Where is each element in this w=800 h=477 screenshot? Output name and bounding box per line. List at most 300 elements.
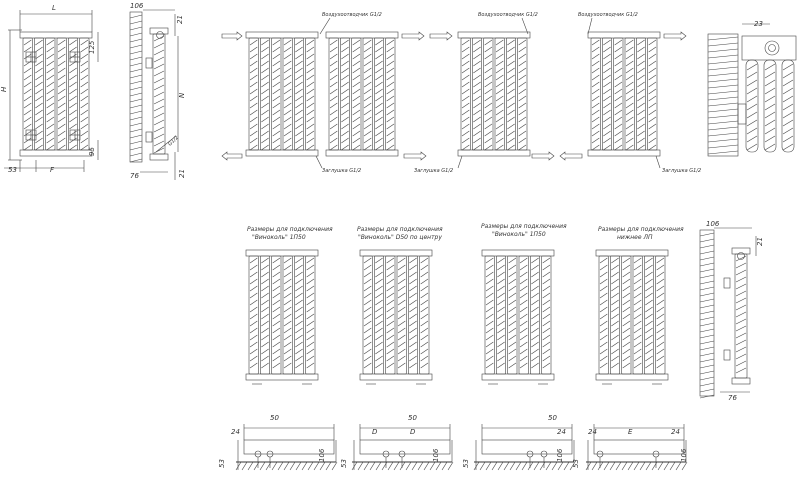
floor-hatch <box>424 462 429 470</box>
tube-twist <box>615 75 622 80</box>
tube-twist <box>649 103 656 108</box>
tube-twist <box>496 75 503 80</box>
tube-twist <box>507 124 514 129</box>
floor-hatch <box>598 462 603 470</box>
tube-twist <box>295 300 302 305</box>
tube-twist <box>250 314 257 319</box>
tube-twist <box>341 68 348 73</box>
detail-wall <box>708 34 738 156</box>
tube-twist <box>261 54 268 59</box>
tube-twist <box>409 342 416 347</box>
tube-twist <box>364 138 371 143</box>
tube-twist <box>47 131 54 136</box>
tube-twist <box>307 110 314 115</box>
tube-twist <box>81 82 88 87</box>
tube-twist <box>47 75 54 80</box>
detail-twist <box>783 104 793 110</box>
tube-twist <box>485 110 492 115</box>
tube-twist <box>486 272 493 277</box>
tube-twist <box>273 103 280 108</box>
hatch-line <box>708 49 738 52</box>
tube-twist <box>284 300 291 305</box>
tube-twist <box>398 363 405 368</box>
tube-twist <box>626 75 633 80</box>
tube-twist <box>736 361 746 366</box>
tube-twist <box>497 335 504 340</box>
hatch-line <box>700 353 714 356</box>
tube-twist <box>657 363 664 368</box>
tube-twist <box>485 75 492 80</box>
tube-twist <box>519 110 526 115</box>
tube-twist <box>592 75 599 80</box>
tube-twist <box>341 89 348 94</box>
tube-twist <box>261 314 268 319</box>
tube-twist <box>341 110 348 115</box>
tube-twist <box>387 335 394 340</box>
tube-twist <box>421 279 428 284</box>
tube-twist <box>58 68 65 73</box>
tube-twist <box>592 117 599 122</box>
tube-twist <box>398 279 405 284</box>
tube-twist <box>307 314 314 319</box>
floor-hatch <box>290 462 295 470</box>
floor-hatch <box>308 462 313 470</box>
tube-twist <box>284 117 291 122</box>
floor-hatch <box>358 462 363 470</box>
tube-twist <box>375 131 382 136</box>
tube-twist <box>261 279 268 284</box>
tube-twist <box>615 117 622 122</box>
hatch-line <box>700 335 714 338</box>
tube-twist <box>497 286 504 291</box>
tube-twist <box>330 61 337 66</box>
tube-twist <box>473 68 480 73</box>
tube-twist <box>637 117 644 122</box>
dim-23-label: 23 <box>754 20 763 28</box>
tube <box>591 38 600 150</box>
tube-twist <box>496 68 503 73</box>
hatch-line <box>130 45 142 48</box>
tube-twist <box>353 117 360 122</box>
tube-twist <box>611 335 618 340</box>
tube-twist <box>364 321 371 326</box>
d3-dim-24: 24 <box>557 428 566 436</box>
tube-twist <box>375 356 382 361</box>
tube-twist <box>375 61 382 66</box>
hatch-line <box>130 99 142 102</box>
tube-twist <box>387 279 394 284</box>
tube-twist <box>69 89 76 94</box>
floor-hatch <box>480 462 485 470</box>
tube-twist <box>250 75 257 80</box>
tube-twist <box>409 349 416 354</box>
tube-twist <box>531 307 538 312</box>
tube-twist <box>398 342 405 347</box>
tube-twist <box>496 54 503 59</box>
tube-twist <box>543 314 550 319</box>
tube-twist <box>250 272 257 277</box>
tube-twist <box>250 356 257 361</box>
tube-twist <box>623 335 630 340</box>
tube-twist <box>473 145 480 150</box>
floor-hatch <box>326 462 331 470</box>
floor-hatch <box>430 462 435 470</box>
tube-twist <box>615 103 622 108</box>
tube-twist <box>634 307 641 312</box>
tube-twist <box>421 272 428 277</box>
hatch-line <box>130 105 142 108</box>
tube-twist <box>485 131 492 136</box>
hatch-line <box>708 127 738 130</box>
tube-twist <box>611 293 618 298</box>
dim-21-label-2: 21 <box>756 237 764 246</box>
tube <box>644 256 653 374</box>
hatch-line <box>700 329 714 332</box>
tube-twist <box>81 89 88 94</box>
tube-twist <box>485 68 492 73</box>
detail-twist <box>783 80 793 86</box>
tube-twist <box>307 47 314 52</box>
tube-twist <box>154 120 164 125</box>
tube-twist <box>284 47 291 52</box>
detail-twist <box>747 120 757 126</box>
tube-twist <box>519 145 526 150</box>
tube <box>249 38 258 150</box>
tube-twist <box>603 124 610 129</box>
tube-twist <box>261 103 268 108</box>
hatch-line <box>708 67 738 70</box>
tube-twist <box>307 328 314 333</box>
tube-twist <box>645 314 652 319</box>
dim-125-label: 125 <box>88 40 96 54</box>
hatch-line <box>700 341 714 344</box>
tube-twist <box>519 68 526 73</box>
tube <box>329 38 338 150</box>
tube-twist <box>462 124 469 129</box>
tube-twist <box>600 293 607 298</box>
tube-twist <box>284 131 291 136</box>
tube-twist <box>353 54 360 59</box>
tube-twist <box>736 284 746 289</box>
floor-hatch <box>436 462 441 470</box>
hatch-line <box>708 121 738 124</box>
dim-95-label: 95 <box>88 147 96 156</box>
tube-twist <box>273 75 280 80</box>
tube-twist <box>543 265 550 270</box>
tube-twist <box>645 335 652 340</box>
tube-twist <box>284 82 291 87</box>
tube-twist <box>47 82 54 87</box>
hatch-line <box>700 293 714 296</box>
tube-twist <box>273 47 280 52</box>
floor-hatch <box>610 462 615 470</box>
tube-twist <box>273 286 280 291</box>
tube-twist <box>657 258 664 263</box>
tube-twist <box>657 272 664 277</box>
tube-twist <box>364 335 371 340</box>
dim-h-label: H <box>0 86 8 92</box>
tube-twist <box>261 110 268 115</box>
tube-twist <box>364 54 371 59</box>
tube-twist <box>387 328 394 333</box>
tube-twist <box>657 307 664 312</box>
hatch-line <box>130 39 142 42</box>
hatch-line <box>708 85 738 88</box>
tube-twist <box>421 293 428 298</box>
tube-twist <box>58 89 65 94</box>
tube-twist <box>543 356 550 361</box>
tube-twist <box>736 333 746 338</box>
tube-twist <box>375 307 382 312</box>
tube-twist <box>387 272 394 277</box>
tube-twist <box>47 47 54 52</box>
conn-title-2-line1: Размеры для подключения <box>357 226 443 233</box>
detail-twist <box>765 112 775 118</box>
tube-twist <box>473 117 480 122</box>
tube-twist <box>409 272 416 277</box>
tube <box>614 38 623 150</box>
tube-twist <box>387 82 394 87</box>
detail-tube-2 <box>764 60 776 152</box>
tube-twist <box>284 335 291 340</box>
tube-twist <box>273 117 280 122</box>
tube-twist <box>603 82 610 87</box>
tube-twist <box>58 40 65 45</box>
tube-twist <box>330 40 337 45</box>
tube-twist <box>295 138 302 143</box>
tube-twist <box>387 89 394 94</box>
tube-twist <box>69 124 76 129</box>
tube-twist <box>69 110 76 115</box>
conn-title-4-line1: Размеры для подключения <box>598 226 684 233</box>
bottom-collector <box>150 154 168 160</box>
tube-twist <box>649 145 656 150</box>
tube-twist <box>387 356 394 361</box>
tube-twist <box>520 314 527 319</box>
tube-twist <box>330 47 337 52</box>
tube-twist <box>69 75 76 80</box>
tube-twist <box>295 314 302 319</box>
tube-twist <box>634 300 641 305</box>
side2-bracket-top <box>724 278 730 288</box>
tube-twist <box>261 349 268 354</box>
tube-twist <box>637 124 644 129</box>
tube-twist <box>250 335 257 340</box>
tube-twist <box>657 349 664 354</box>
conn-title-4-line2: нижнее ЛП <box>617 234 653 241</box>
dim-n-label: N <box>178 92 186 98</box>
tube <box>363 38 372 150</box>
tube-twist <box>330 96 337 101</box>
tube-twist <box>409 307 416 312</box>
tube-twist <box>519 47 526 52</box>
tube-twist <box>47 54 54 59</box>
tube-twist <box>387 265 394 270</box>
tube-twist <box>284 342 291 347</box>
tube-twist <box>273 89 280 94</box>
tube-twist <box>364 363 371 368</box>
tube-twist <box>307 265 314 270</box>
tube-twist <box>273 124 280 129</box>
d1-dim-106: 106 <box>318 448 326 462</box>
tube <box>506 38 515 150</box>
tube-twist <box>58 138 65 143</box>
tube-twist <box>284 286 291 291</box>
tube-twist <box>645 363 652 368</box>
tube-twist <box>69 40 76 45</box>
tube-twist <box>645 293 652 298</box>
tube-twist <box>509 272 516 277</box>
tube-twist <box>273 82 280 87</box>
floor-hatch <box>314 462 319 470</box>
top-collector <box>326 32 398 38</box>
tube-twist <box>250 279 257 284</box>
tube-twist <box>69 47 76 52</box>
tube-twist <box>486 349 493 354</box>
tube-twist <box>250 54 257 59</box>
tube-twist <box>507 138 514 143</box>
tube-twist <box>543 286 550 291</box>
tube-twist <box>353 82 360 87</box>
tube <box>153 34 165 154</box>
arrow-shape <box>430 32 452 40</box>
tube-twist <box>387 47 394 52</box>
tube-twist <box>623 356 630 361</box>
tube-twist <box>603 96 610 101</box>
tube-twist <box>520 349 527 354</box>
hatch-line <box>708 97 738 100</box>
hatch-line <box>700 281 714 284</box>
bottom-collector <box>732 378 750 384</box>
tube-twist <box>398 314 405 319</box>
tube-twist <box>519 131 526 136</box>
tube-twist <box>295 145 302 150</box>
hatch-line <box>708 145 738 148</box>
dim-f-label: F <box>50 166 55 174</box>
conn-radiator-4 <box>596 250 668 380</box>
detail-twist <box>783 96 793 102</box>
tube-twist <box>387 293 394 298</box>
tube-twist <box>295 293 302 298</box>
floor-hatch <box>528 462 533 470</box>
hatch-line <box>130 135 142 138</box>
tube-twist <box>496 89 503 94</box>
floor-hatch <box>622 462 627 470</box>
tube-twist <box>421 300 428 305</box>
tube-twist <box>398 265 405 270</box>
tube-twist <box>364 103 371 108</box>
hatch-line <box>130 33 142 36</box>
side-valve-top <box>157 32 164 39</box>
floor-hatch <box>586 462 591 470</box>
tube-twist <box>623 272 630 277</box>
d3-dim-50: 50 <box>548 414 557 422</box>
tube-twist <box>375 258 382 263</box>
tube-twist <box>531 349 538 354</box>
tube-twist <box>645 307 652 312</box>
tube-twist <box>250 124 257 129</box>
hatch-line <box>700 269 714 272</box>
tube-twist <box>273 40 280 45</box>
detail-twist <box>765 80 775 86</box>
tube-twist <box>626 138 633 143</box>
tube-twist <box>387 349 394 354</box>
tube-twist <box>507 40 514 45</box>
floor-hatch <box>376 462 381 470</box>
tube-twist <box>736 277 746 282</box>
bottom-collector <box>326 150 398 156</box>
tube-twist <box>649 54 656 59</box>
tube-twist <box>364 349 371 354</box>
floor-hatch <box>242 462 247 470</box>
tube-twist <box>519 124 526 129</box>
tube-twist <box>24 40 31 45</box>
tube-twist <box>531 321 538 326</box>
tube-twist <box>364 110 371 115</box>
tube-twist <box>364 286 371 291</box>
air-vent-label-2: Воздухоотводчик G1/2 <box>478 12 538 18</box>
tube-twist <box>421 265 428 270</box>
tube-twist <box>387 68 394 73</box>
tube-twist <box>543 342 550 347</box>
tube-twist <box>261 82 268 87</box>
tube-twist <box>507 145 514 150</box>
tube <box>294 256 303 374</box>
top-collector <box>482 250 554 256</box>
tube <box>485 256 494 374</box>
tube-twist <box>58 117 65 122</box>
tube-twist <box>261 272 268 277</box>
tube-twist <box>519 82 526 87</box>
tube <box>610 256 619 374</box>
tube-twist <box>47 68 54 73</box>
tube-twist <box>520 328 527 333</box>
tube-twist <box>421 363 428 368</box>
tube-twist <box>520 335 527 340</box>
tube-twist <box>341 138 348 143</box>
tube-twist <box>649 61 656 66</box>
tube-twist <box>341 61 348 66</box>
tube-twist <box>154 78 164 83</box>
tube-twist <box>284 54 291 59</box>
tube-twist <box>615 61 622 66</box>
tube-twist <box>507 75 514 80</box>
tube-twist <box>626 145 633 150</box>
tube-twist <box>273 349 280 354</box>
tube-twist <box>284 314 291 319</box>
tube-twist <box>307 68 314 73</box>
tube-twist <box>375 47 382 52</box>
bottom-collector <box>20 150 92 156</box>
tube-twist <box>520 286 527 291</box>
tube <box>397 256 406 374</box>
tube-twist <box>473 110 480 115</box>
detail-twist <box>765 64 775 70</box>
tube-twist <box>69 103 76 108</box>
tube-twist <box>615 138 622 143</box>
floor-hatch <box>522 462 527 470</box>
tube-twist <box>409 314 416 319</box>
tube <box>283 38 292 150</box>
hatch-line <box>700 311 714 314</box>
tube-twist <box>24 82 31 87</box>
tube-twist <box>520 300 527 305</box>
tube <box>602 38 611 150</box>
tube-twist <box>649 89 656 94</box>
tube-twist <box>307 82 314 87</box>
tube <box>386 38 395 150</box>
tube-twist <box>307 342 314 347</box>
